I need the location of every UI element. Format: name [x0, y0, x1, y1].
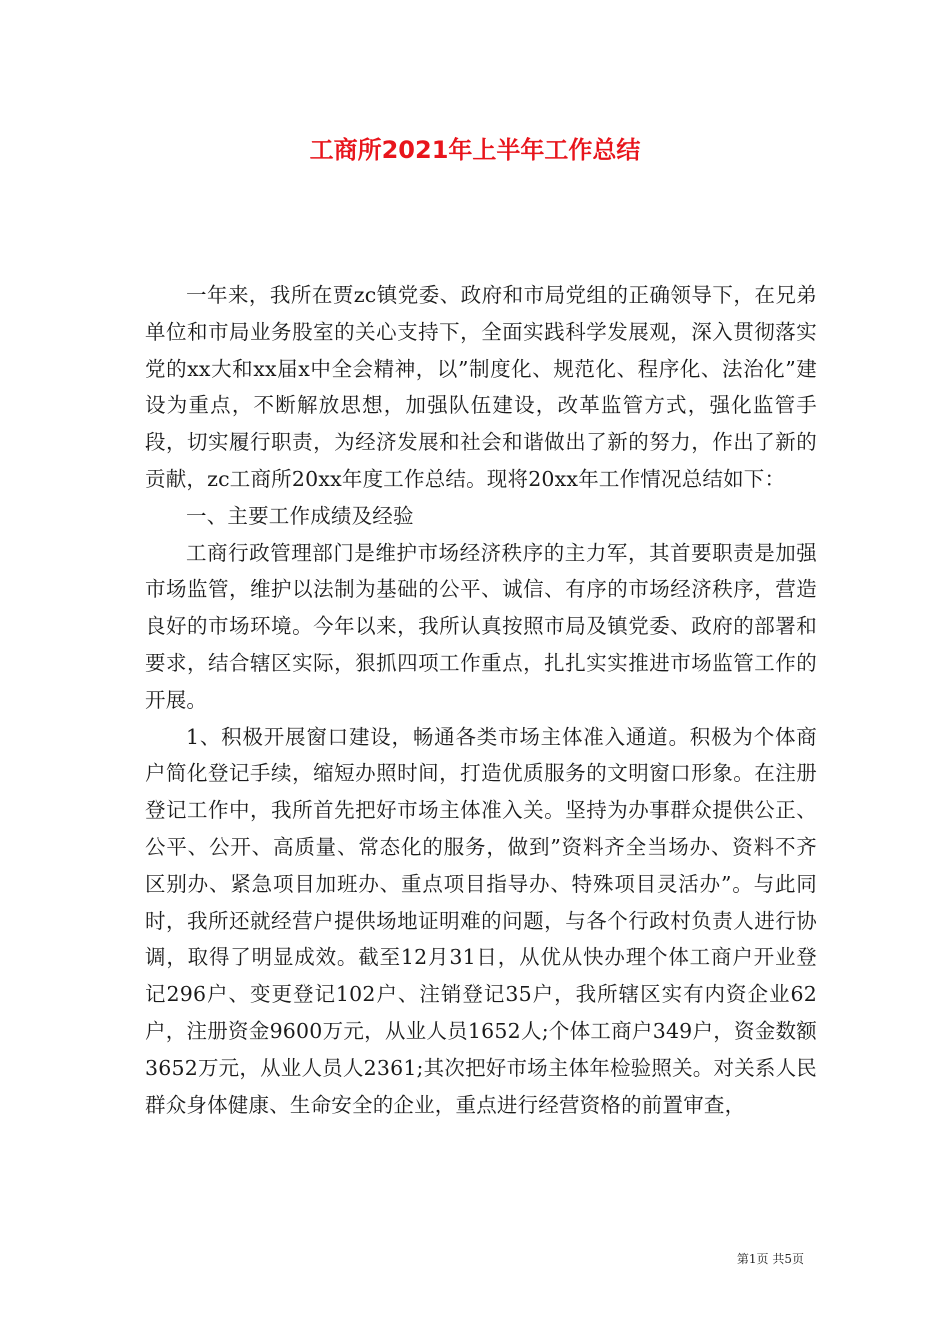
- section-heading-main-achievements: 一、主要工作成绩及经验: [186, 503, 414, 528]
- paragraph-intro: 一年来，我所在贾zc镇党委、政府和市局党组的正确领导下，在兄弟单位和市局业务股室的关心支持下，全面实践科学发展观，深入贯彻落实党的xx大和xx届x中全会精神，以”制度化、规范化、程序化、法治化”建设为重点，不断解放思想，加强队伍建设，改革监管方式，强化监管手段，切实履行职责，为经济发展和社会和谐做出了新的努力，作出了新的贡献，zc工商所20xx年度工作总结。现将20xx年工作情况总结如下：: [145, 283, 817, 491]
- paragraph-market-supervision: 工商行政管理部门是维护市场经济秩序的主力军，其首要职责是加强市场监管，维护以法制为基础的公平、诚信、有序的市场经济秩序，营造良好的市场环境。今年以来，我所认真按照市局及镇党委、政府的部署和要求，结合辖区实际，狠抓四项工作重点，扎扎实实推进市场监管工作的开展。: [145, 540, 817, 712]
- document-title: 工商所2021年上半年工作总结: [309, 136, 641, 164]
- page-number-footer: 第1页 共5页: [736, 1252, 804, 1266]
- document-body: [145, 277, 817, 1123]
- paragraph-window-construction: 1、积极开展窗口建设，畅通各类市场主体准入通道。积极为个体商户简化登记手续，缩短办照时间，打造优质服务的文明窗口形象。在注册登记工作中，我所首先把好市场主体准入关。坚持为办事群众提供公正、公平、公开、高质量、常态化的服务，做到”资料齐全当场办、资料不齐区别办、紧急项目加班办、重点项目指导办、特殊项目灵活办”。与此同时，我所还就经营户提供场地证明难的问题，与各个行政村负责人进行协调，取得了明显成效。截至12月31日，从优从快办理个体工商户开业登记296户、变更登记102户、注销登记35户，我所辖区实有内资企业62户，注册资金9600万元，从业人员1652人;个体工商户349户，资金数额3652万元，从业人员人2361;其次把好市场主体年检验照关。对关系人民群众身体健康、生命安全的企业，重点进行经营资格的前置审查，: [145, 724, 817, 1117]
